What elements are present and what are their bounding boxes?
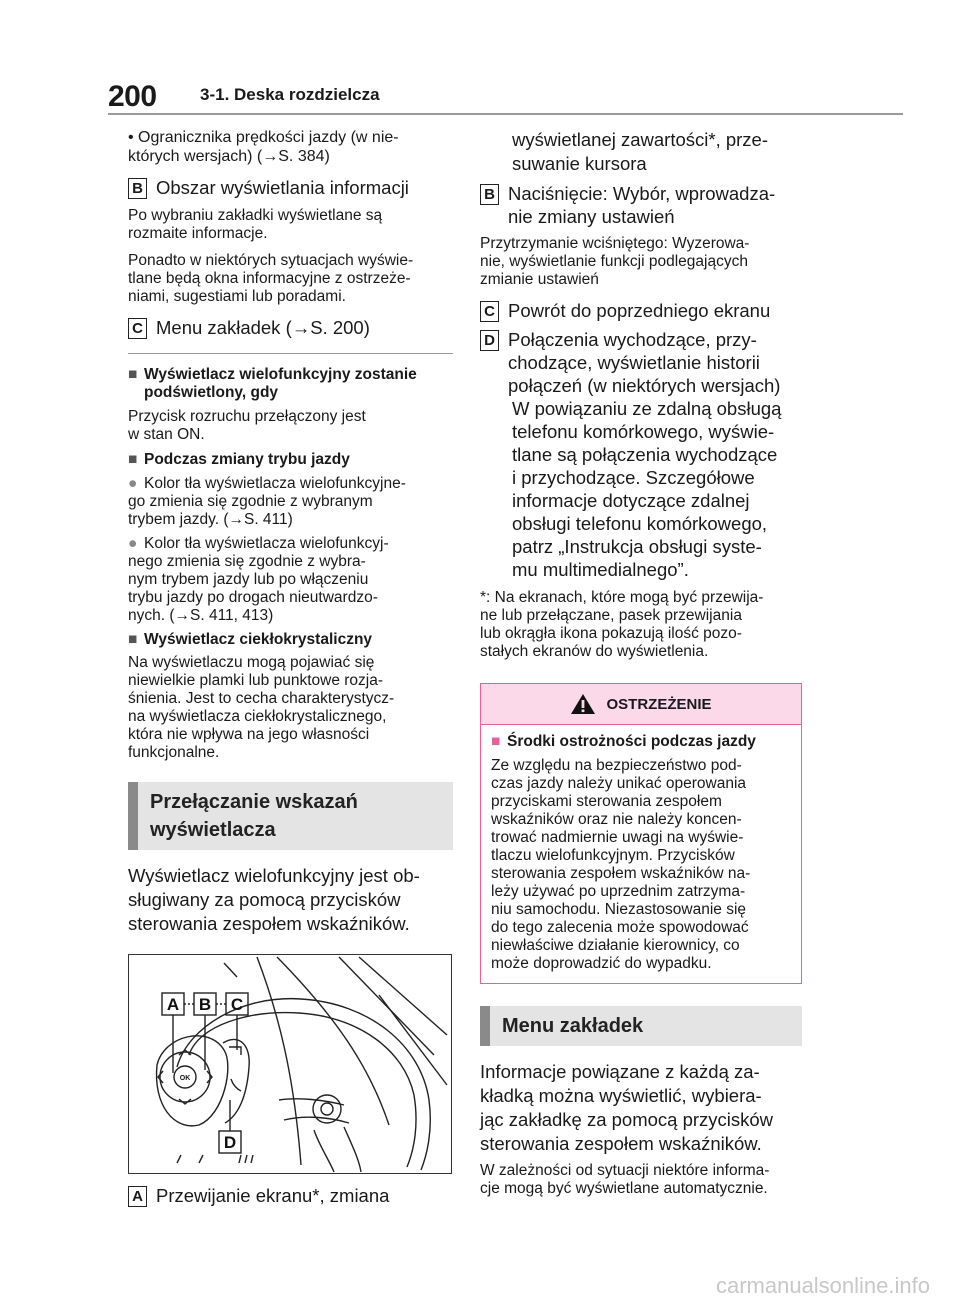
right-column (480, 128, 802, 1198)
square-bullet-icon: ■ (128, 631, 138, 648)
text-line: Przytrzymanie wciśniętego: Wyzerowa- (480, 235, 750, 252)
section-line: wyświetlacza (150, 819, 276, 841)
dot-bullet-icon: ● (128, 535, 138, 552)
steering-wheel-illustration (129, 955, 451, 1173)
text-line: tlaczu wielofunkcyjnym. Przycisków (491, 847, 735, 864)
dot-item-1 (128, 475, 453, 529)
paragraph-b2 (128, 252, 453, 306)
letter-box-c: C (480, 301, 499, 322)
text-line: Ponadto w niektórych sytuacjach wyświe- (128, 252, 414, 269)
text-line: Kolor tła wyświetlacza wielofunkcyjne- (144, 475, 406, 492)
figure-label-b: B (198, 995, 212, 1014)
label-c-right-title: Powrót do poprzedniego ekranu (508, 300, 771, 321)
label-a-title: Przewijanie ekranu*, zmiana (156, 1185, 390, 1206)
text-line: Informacje powiązane z każdą za- (480, 1061, 760, 1082)
warning-triangle-icon (570, 693, 596, 715)
text-line: Ze względu na bezpieczeństwo pod- (491, 757, 742, 774)
square-bullet-icon: ■ (128, 451, 138, 468)
bullet-line: których wersjach) (→S. 384) (128, 148, 330, 165)
text-line: zmianie ustawień (480, 271, 599, 288)
text-line: w stan ON. (128, 426, 205, 443)
paragraph-1 (128, 408, 453, 444)
watermark: carmanualsonline.info (715, 1273, 930, 1298)
text-line: niewłaściwe działanie kierownicy, co (491, 937, 740, 954)
paragraph-b1 (128, 207, 453, 243)
letter-box-d: D (480, 330, 499, 351)
text-line: suwanie kursora (512, 153, 647, 174)
label-d-details (480, 397, 802, 581)
intro-paragraph (128, 864, 453, 936)
text-line: rozmaite informacje. (128, 225, 268, 242)
steering-wheel-figure (128, 954, 452, 1174)
section-line: Przełączanie wskazań (150, 791, 358, 813)
text-line: Przycisk rozruchu przełączony jest (128, 408, 366, 425)
page-number: 200 (108, 80, 157, 113)
footnote (480, 589, 802, 661)
text-line: funkcjonalne. (128, 744, 220, 761)
text-line: i przychodzące. Szczegółowe (512, 467, 755, 488)
header-rule (108, 113, 903, 115)
text-line: leży używać po uprzednim zatrzyma- (491, 883, 746, 900)
text-line: Wyświetlacz wielofunkcyjny jest ob- (128, 865, 420, 886)
text-line: Połączenia wychodzące, przy- (508, 329, 757, 350)
label-a (128, 1184, 453, 1207)
warning-body (481, 725, 801, 983)
text-line: może doprowadzić do wypadku. (491, 955, 712, 972)
label-d (480, 328, 802, 397)
text-line: sterowania zespołem wskaźników. (128, 913, 410, 934)
tabs-note (480, 1162, 802, 1198)
text-line: tlane są połączenia wychodzące (512, 444, 778, 465)
hold-paragraph (480, 235, 802, 289)
left-column (128, 128, 453, 1207)
text-line: sterowania zespołem wskaźników. (480, 1133, 762, 1154)
text-line: wyświetlanej zawartości*, prze- (512, 129, 769, 150)
text-line: telefonu komórkowego, wyświe- (512, 421, 775, 442)
bullet-line: • Ogranicznika prędkości jazdy (w nie- (128, 129, 399, 146)
text-line: go zmienia się zgodnie z wybranym (128, 493, 373, 510)
text-line: nego zmienia się zgodnie z wybra- (128, 553, 366, 570)
letter-box-b: B (480, 184, 499, 205)
warning-box (480, 683, 802, 984)
text-line: ne lub przełączane, pasek przewijania (480, 607, 742, 624)
text-line: czas jazdy należy unikać operowania (491, 775, 747, 792)
text-line: nie, wyświetlanie funkcji podlegających (480, 253, 748, 270)
label-c-title: Menu zakładek (→S. 200) (156, 317, 370, 338)
text-line: niu samochodu. Niezastosowanie się (491, 901, 747, 918)
text-line: kładką można wyświetlić, wybiera- (480, 1085, 762, 1106)
text-line: niami, sugestiami lub poradami. (128, 288, 346, 305)
text-line: nych. (→S. 411, 413) (128, 607, 274, 624)
figure-label-a: A (166, 995, 180, 1014)
paragraph-3 (128, 654, 453, 762)
subheading-text: Środki ostrożności podczas jazdy (507, 733, 756, 750)
text-line: Kolor tła wyświetlacza wielofunkcyj- (144, 535, 389, 552)
label-b (128, 176, 453, 199)
subheading-1 (128, 366, 453, 402)
warning-header (481, 684, 801, 725)
text-line: Na wyświetlaczu mogą pojawiać się (128, 654, 375, 671)
subheading-2 (128, 451, 453, 469)
warning-title: OSTRZEŻENIE (606, 695, 712, 713)
bullet-item (128, 128, 453, 166)
text-line: śnienia. Jest to cecha charakterystycz- (128, 690, 395, 707)
text-line: trować nadmiernie uwagi na wyświe- (491, 829, 744, 846)
text-line: cje mogą być wyświetlane automatycznie. (480, 1180, 768, 1197)
text-line: która nie wpływa na jego własności (128, 726, 370, 743)
text-line: tlane będą okna informacyjne z ostrzeże- (128, 270, 411, 287)
divider (128, 353, 453, 354)
text-line: na wyświetlacza ciekłokrystalicznego, (128, 708, 387, 725)
label-c (128, 316, 453, 339)
label-b-title: Obszar wyświetlania informacji (156, 177, 409, 198)
chapter-title: 3-1. Deska rozdzielcza (200, 85, 380, 104)
text-line: informacje dotyczące zdalnej (512, 490, 750, 511)
warning-text (491, 757, 791, 973)
section-heading-switching (128, 782, 453, 850)
letter-box-c: C (128, 318, 147, 339)
text-line: mu multimedialnego”. (512, 559, 689, 580)
text-line: nym trybem jazdy lub po włączeniu (128, 571, 369, 588)
text-line: jąc zakładkę za pomocą przycisków (480, 1109, 774, 1130)
text-line: W zależności od sytuacji niektóre informa- (480, 1162, 770, 1179)
letter-box-b: B (128, 178, 147, 199)
text-line: trybem jazdy. (→S. 411) (128, 511, 293, 528)
text-line: do tego zalecenia może spowodować (491, 919, 749, 936)
section-line: Menu zakładek (502, 1015, 644, 1037)
text-line: chodzące, wyświetlanie historii (508, 352, 760, 373)
text-line: Naciśnięcie: Wybór, wprowadza- (508, 183, 776, 204)
square-bullet-icon: ■ (128, 366, 138, 383)
label-a-continued (480, 128, 802, 176)
text-line: Po wybraniu zakładki wyświetlane są (128, 207, 383, 224)
label-b-right (480, 182, 802, 228)
subheading-text: Podczas zmiany trybu jazdy (144, 451, 350, 468)
square-bullet-icon: ■ (491, 733, 501, 750)
text-line: lub okrągła ikona pokazują ilość pozo- (480, 625, 742, 642)
figure-ok-label: OK (179, 1075, 191, 1082)
subheading-3 (128, 631, 453, 649)
text-line: stałych ekranów do wyświetlenia. (480, 643, 709, 660)
text-line: wskaźników oraz nie należy koncen- (491, 811, 742, 828)
text-line: trybu jazdy po drogach nieutwardzo- (128, 589, 378, 606)
text-line: W powiązaniu ze zdalną obsługą (512, 398, 782, 419)
subheading-text: Wyświetlacz ciekłokrystaliczny (144, 631, 373, 648)
section-heading-tabs-menu (480, 1006, 802, 1046)
warning-subheading (491, 733, 791, 751)
tabs-intro (480, 1060, 802, 1156)
letter-box-a: A (128, 1186, 147, 1207)
label-c-right (480, 299, 802, 322)
text-line: nie zmiany ustawień (508, 206, 675, 227)
text-line: przyciskami sterowania zespołem (491, 793, 722, 810)
text-line: obsługi telefonu komórkowego, (512, 513, 768, 534)
figure-label-c: C (230, 995, 244, 1014)
subheading-text: Wyświetlacz wielofunkcyjny zostanie podświetlony, gdy (144, 366, 417, 401)
text-line: niewielkie plamki lub punktowe rozja- (128, 672, 384, 689)
dot-item-2 (128, 535, 453, 625)
text-line: *: Na ekranach, które mogą być przewija- (480, 589, 764, 606)
dot-bullet-icon: ● (128, 475, 138, 492)
figure-label-d: D (223, 1133, 237, 1152)
text-line: patrz „Instrukcja obsługi syste- (512, 536, 762, 557)
text-line: sługiwany za pomocą przycisków (128, 889, 401, 910)
text-line: połączeń (w niektórych wersjach) (508, 375, 781, 396)
text-line: sterowania zespołem wskaźników na- (491, 865, 751, 882)
